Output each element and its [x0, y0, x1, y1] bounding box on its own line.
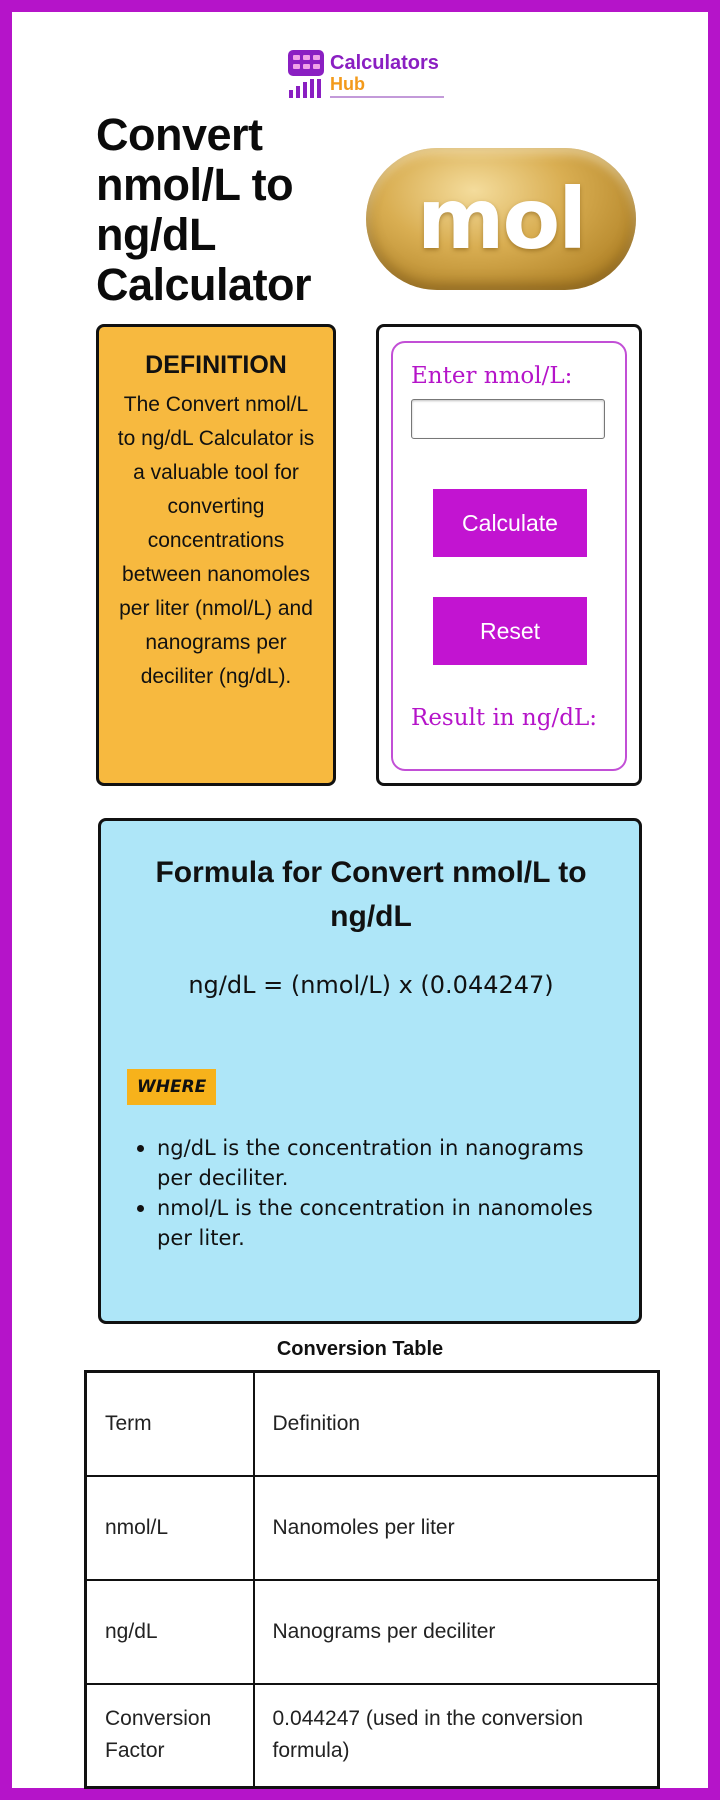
table-row [86, 1684, 659, 1788]
where-item: nmol/L is the concentration in nanomoles per liter. [133, 1193, 623, 1253]
calculate-button[interactable]: Calculate [433, 489, 587, 557]
calculator-logo-icon [286, 48, 326, 100]
mol-badge-text: mol [416, 170, 586, 268]
page-title: Convert nmol/L to ng/dL Calculator [96, 109, 312, 310]
table-row [86, 1372, 659, 1476]
where-list [133, 1133, 623, 1253]
logo-line-calculators: Calculators [330, 52, 439, 74]
reset-button[interactable]: Reset [433, 597, 587, 665]
nmol-input-label: Enter nmol/L: [411, 363, 573, 389]
logo-underline [330, 96, 444, 98]
definition-text: The Convert nmol/L to ng/dL Calculator is a valuable tool for converting concentrations between nanomoles per liter (nmol/L) and nanograms per deciliter (ng/dL). [117, 393, 315, 688]
calculators-hub-logo[interactable] [286, 48, 456, 102]
conversion-table [84, 1370, 660, 1789]
calculator-card [376, 324, 642, 786]
definition-heading: DEFINITION [145, 351, 287, 379]
table-caption: Conversion Table [276, 1338, 444, 1360]
table-cell: nmol/L [86, 1476, 254, 1580]
formula-equation: ng/dL = (nmol/L) x (0.044247) [188, 971, 554, 999]
logo-wordmark [330, 52, 439, 94]
table-cell: Conversion Factor [86, 1684, 254, 1788]
definition-card [96, 324, 336, 786]
logo-line-hub: Hub [330, 74, 365, 94]
formula-card [98, 818, 642, 1324]
where-badge: WHERE [127, 1069, 216, 1105]
table-cell: Nanograms per deciliter [254, 1580, 659, 1684]
table-row [86, 1476, 659, 1580]
nmol-input[interactable] [411, 399, 605, 439]
table-row [86, 1580, 659, 1684]
where-item: ng/dL is the concentration in nanograms per deciliter. [133, 1133, 623, 1193]
calculator-form [391, 341, 627, 771]
table-cell: Term [86, 1372, 254, 1476]
table-cell: Nanomoles per liter [254, 1476, 659, 1580]
table-cell: Definition [254, 1372, 659, 1476]
table-cell: 0.044247 (used in the conversion formula) [254, 1684, 659, 1788]
result-label: Result in ng/dL: [411, 705, 597, 731]
table-cell: ng/dL [86, 1580, 254, 1684]
gold-mol-badge-icon [366, 148, 636, 290]
formula-heading: Formula for Convert nmol/L to ng/dL [155, 856, 587, 933]
